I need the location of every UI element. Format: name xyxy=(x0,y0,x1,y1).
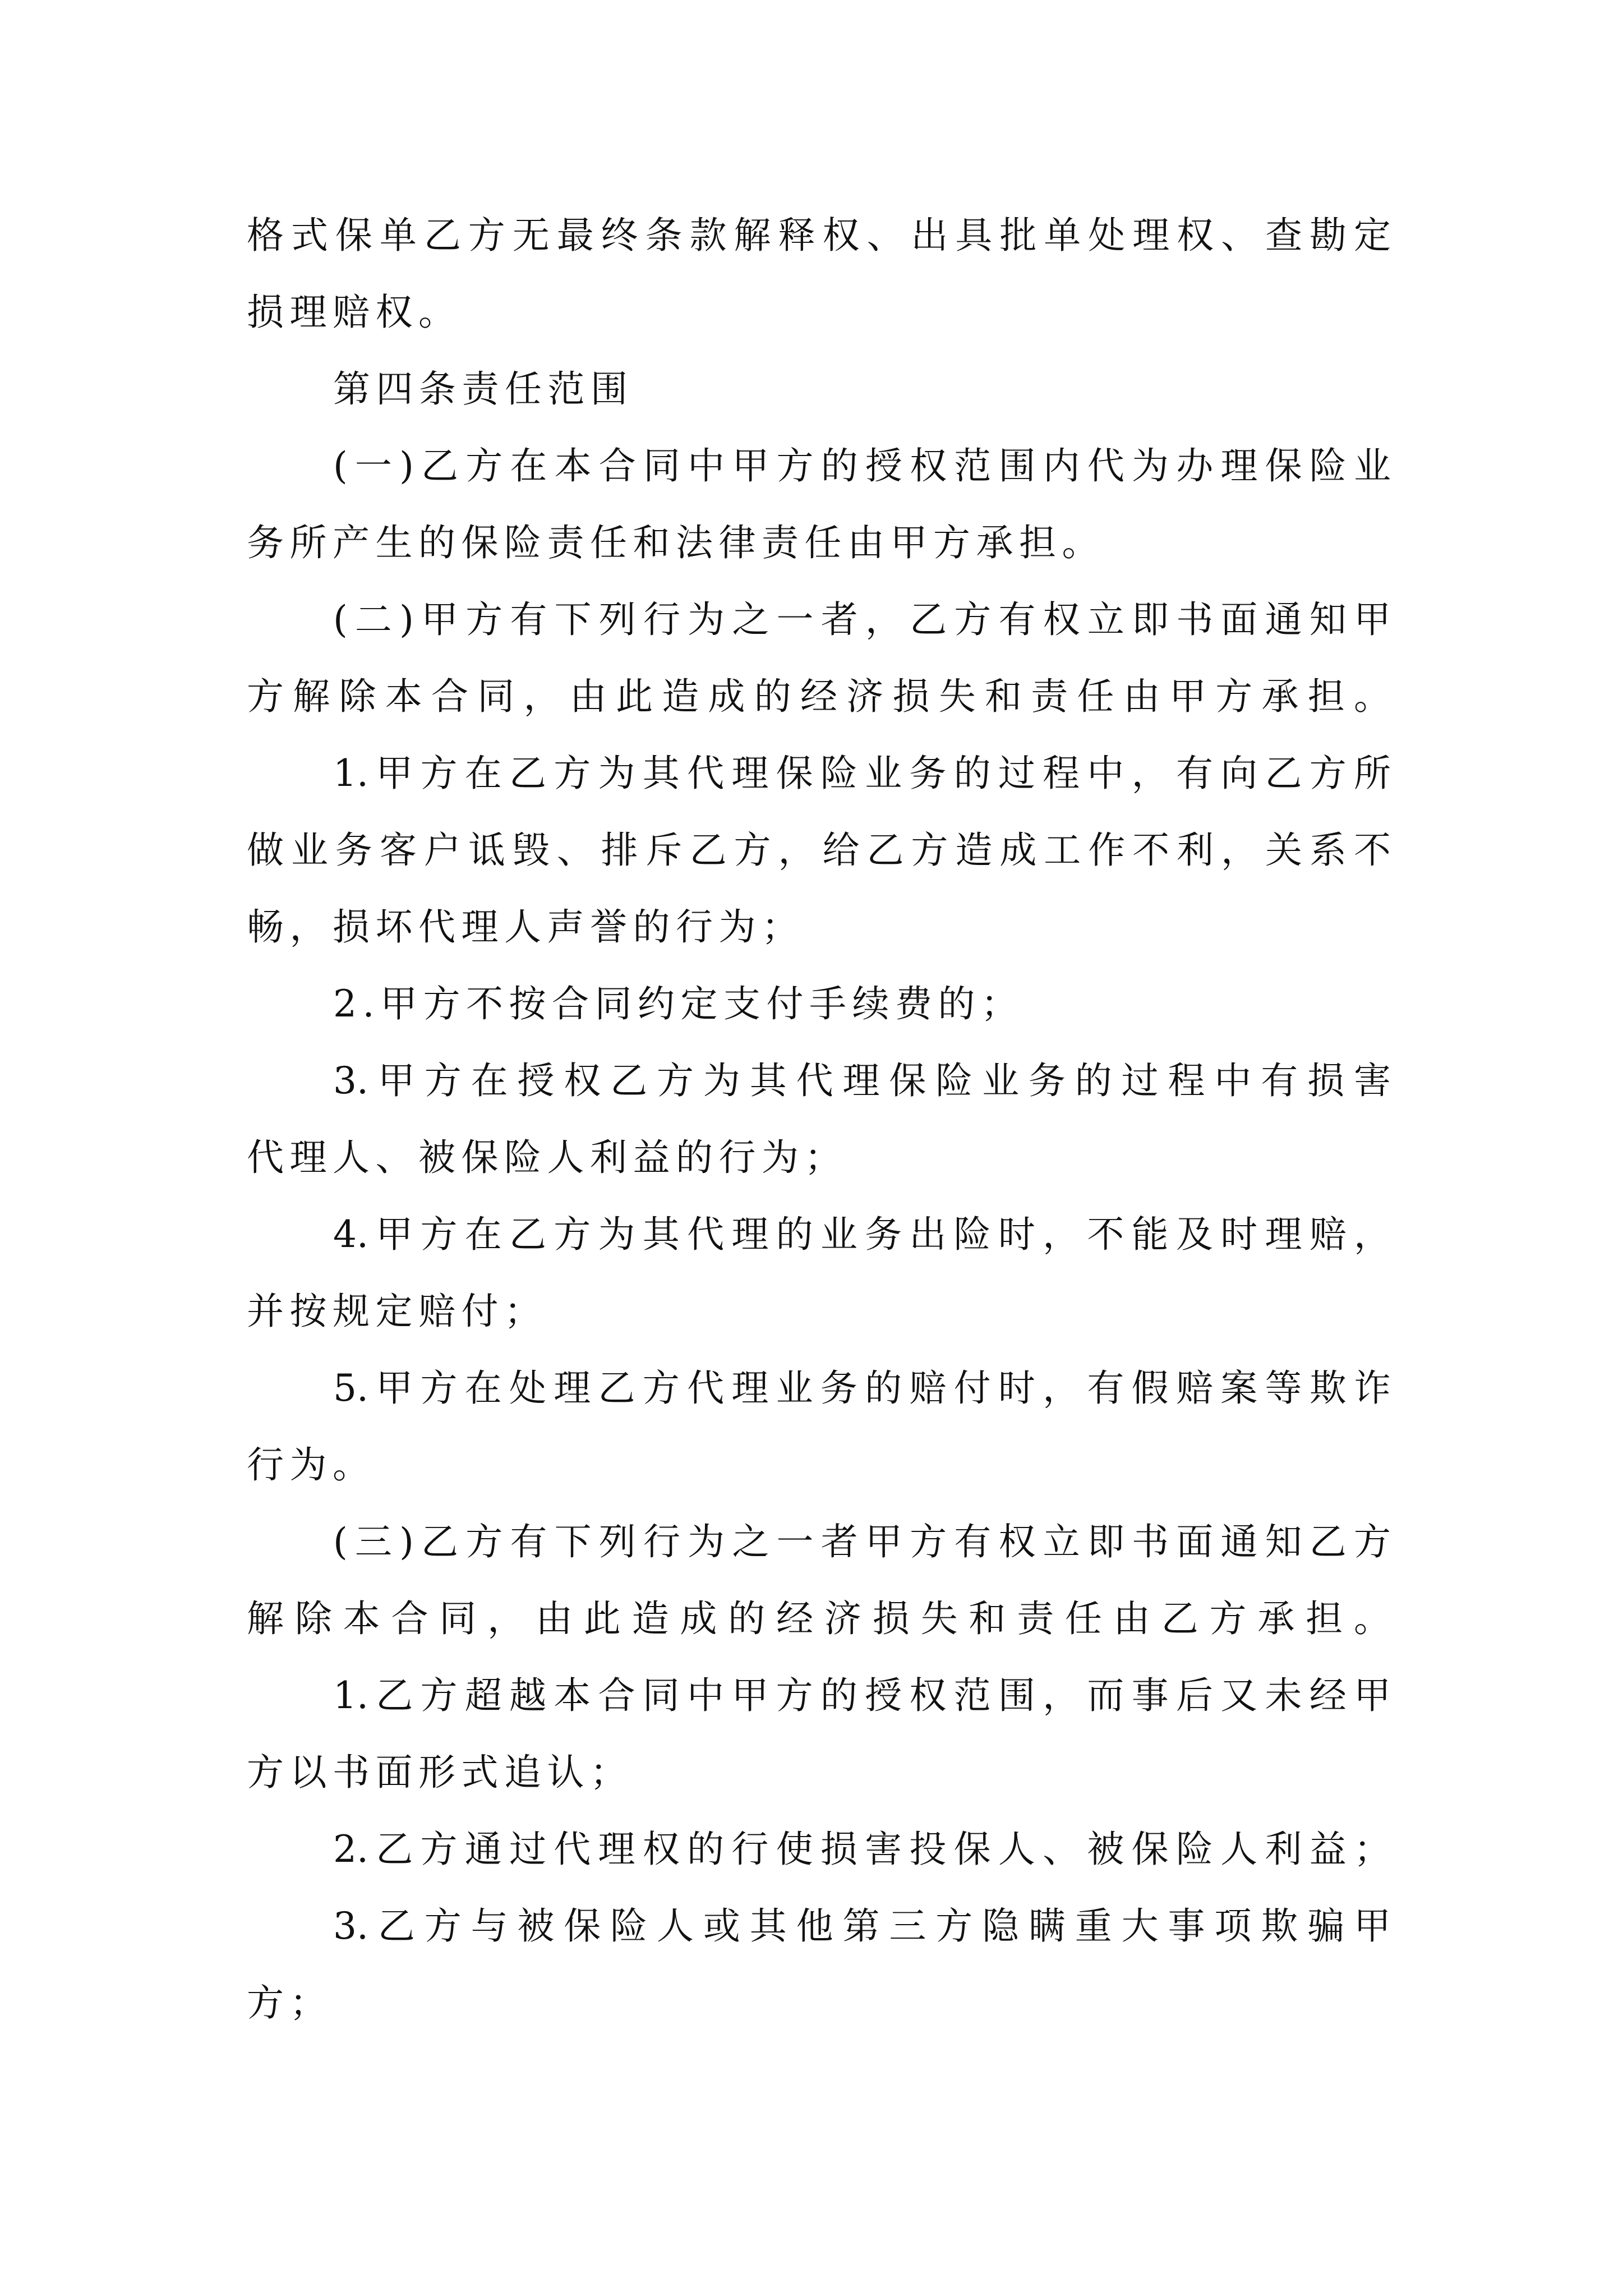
body-line: 解除本合同，由此造成的经济损失和责任由乙方承担。 xyxy=(247,1597,1391,1640)
body-line: (一)乙方在本合同中甲方的授权范围内代为办理保险业 xyxy=(333,444,1391,487)
list-item: 3.乙方与被保险人或其他第三方隐瞒重大事项欺骗甲 xyxy=(333,1904,1391,1948)
body-line: 方； xyxy=(247,1981,333,2024)
body-line: 方以书面形式追认； xyxy=(247,1751,633,1794)
list-item: 2.甲方不按合同约定支付手续费的； xyxy=(333,982,1024,1025)
body-line: (二)甲方有下列行为之一者，乙方有权立即书面通知甲 xyxy=(333,598,1391,641)
body-line: 畅，损坏代理人声誉的行为； xyxy=(247,905,805,949)
list-item: 5.甲方在处理乙方代理业务的赔付时，有假赔案等欺诈 xyxy=(333,1366,1391,1410)
list-item: 2.乙方通过代理权的行使损害投保人、被保险人利益； xyxy=(333,1828,1391,1871)
article-heading: 第四条责任范围 xyxy=(333,367,634,411)
body-line: 并按规定赔付； xyxy=(247,1290,547,1333)
body-line: 代理人、被保险人利益的行为； xyxy=(247,1136,847,1179)
body-line: 格式保单乙方无最终条款解释权、出具批单处理权、查勘定 xyxy=(247,214,1391,257)
body-line: 行为。 xyxy=(247,1443,376,1487)
list-item: 1.甲方在乙方为其代理保险业务的过程中，有向乙方所 xyxy=(333,752,1391,795)
list-item: 1.乙方超越本合同中甲方的授权范围，而事后又未经甲 xyxy=(333,1674,1391,1717)
body-line: 务所产生的保险责任和法律责任由甲方承担。 xyxy=(247,521,1105,564)
list-item: 3.甲方在授权乙方为其代理保险业务的过程中有损害 xyxy=(333,1059,1391,1102)
list-item: 4.甲方在乙方为其代理的业务出险时，不能及时理赔， xyxy=(333,1213,1391,1256)
body-line: 损理赔权。 xyxy=(247,291,462,334)
body-line: 做业务客户诋毁、排斥乙方，给乙方造成工作不利，关系不 xyxy=(247,829,1391,872)
body-line: (三)乙方有下列行为之一者甲方有权立即书面通知乙方 xyxy=(333,1520,1391,1563)
body-line: 方解除本合同，由此造成的经济损失和责任由甲方承担。 xyxy=(247,675,1391,718)
